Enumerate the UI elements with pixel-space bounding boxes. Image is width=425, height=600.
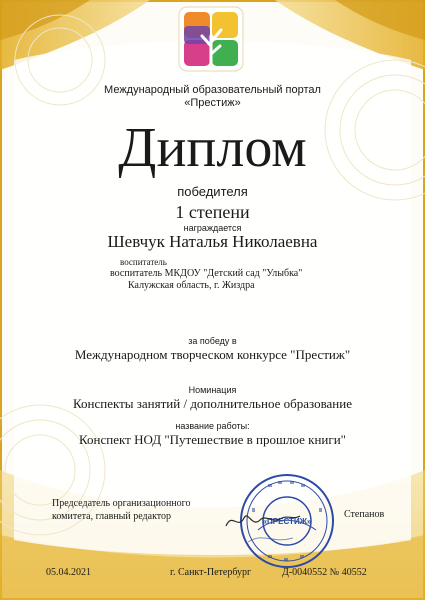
- work-title: Конспект НОД "Путешествие в прошлое книги": [79, 432, 346, 447]
- diploma-degree: 1 степени: [175, 202, 250, 222]
- nomination-value: Конспекты занятий / дополнительное образование: [72, 396, 352, 411]
- recipient-name: Шевчук Наталья Николаевна: [107, 232, 318, 251]
- for-label: за победу в: [188, 336, 237, 346]
- footer-city: г. Санкт-Петербург: [170, 567, 252, 578]
- recipient-role: воспитатель: [120, 257, 167, 267]
- tree-logo-icon: [178, 6, 244, 72]
- portal-name-line2: «Престиж»: [184, 97, 241, 109]
- seal-center-text: «ПРЕСТИЖ»: [262, 517, 312, 526]
- footer-date: 05.04.2021: [46, 567, 91, 578]
- work-label: название работы:: [175, 421, 250, 431]
- signature-name: Степанов: [344, 509, 385, 520]
- nomination-label: Номинация: [188, 385, 237, 395]
- signature-title-line1: Председатель организационного: [52, 498, 191, 509]
- recipient-location: Калужская область, г. Жиздра: [128, 280, 255, 291]
- signature-title: [52, 497, 191, 523]
- signature-icon: [222, 506, 302, 534]
- portal-name-line1: Международный образовательный портал: [104, 84, 321, 96]
- footer-number: Д-0040552 № 40552: [282, 567, 367, 578]
- recipient-position: воспитатель МКДОУ "Детский сад "Улыбка": [110, 268, 303, 279]
- diploma-subtitle: победителя: [177, 184, 248, 199]
- awarded-label: награждается: [183, 223, 242, 233]
- portal-name: [0, 84, 425, 110]
- signature-title-line2: комитета, главный редактор: [52, 511, 172, 522]
- contest-name: Международном творческом конкурсе "Престиж": [74, 347, 351, 362]
- diploma-title: Диплом: [118, 117, 307, 179]
